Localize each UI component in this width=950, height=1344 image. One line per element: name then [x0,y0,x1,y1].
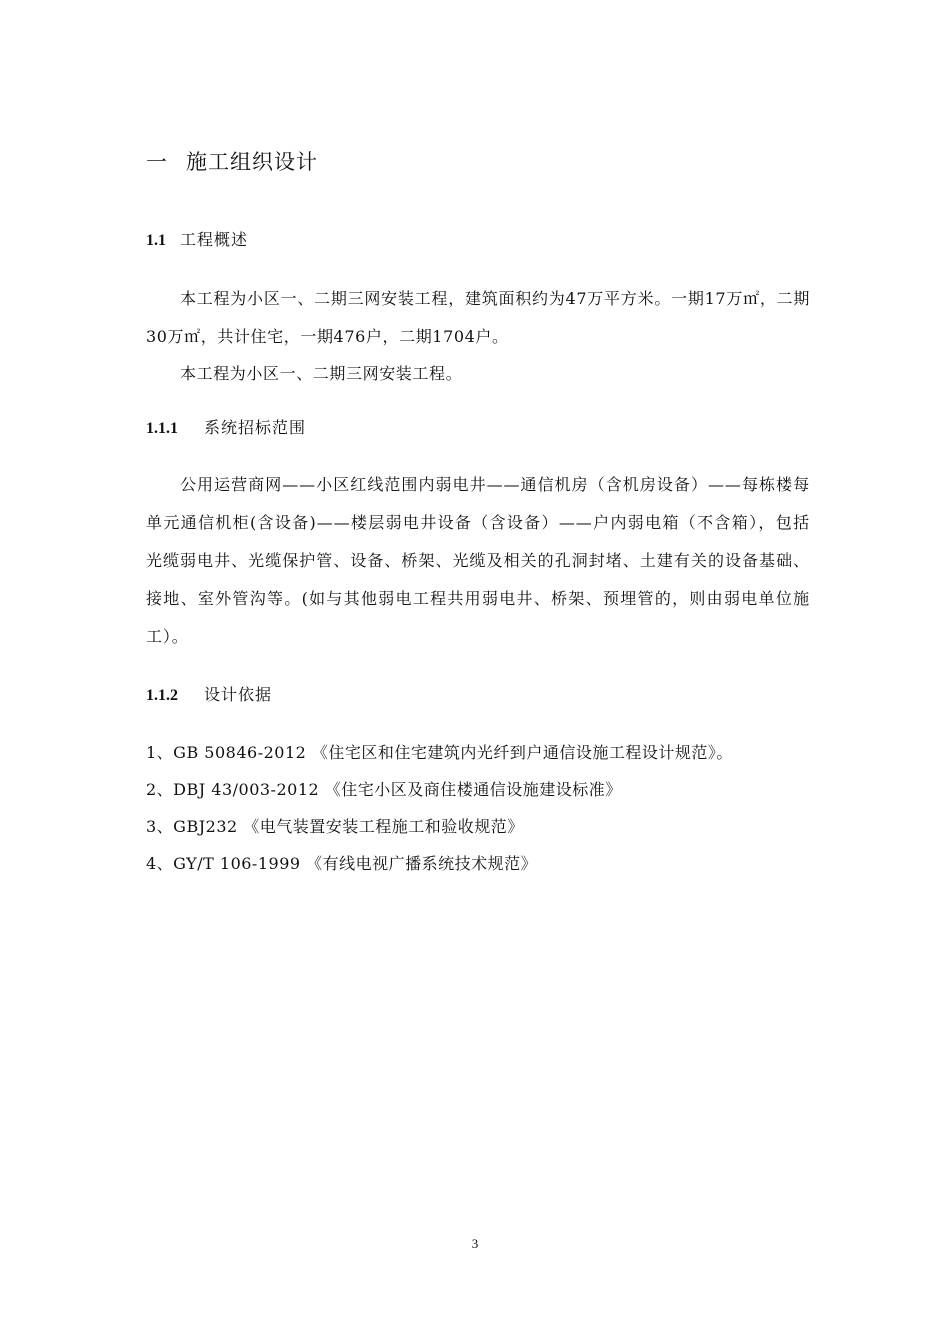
scope-number: 1.1.1 [146,420,178,437]
overview-paragraph-1: 本工程为小区一、二期三网安装工程，建筑面积约为47万平方米。一期17万㎡，二期30万㎡，共计住宅，一期476户，二期1704户。 [146,289,810,346]
overview-number: 1.1 [146,232,166,249]
overview-title: 工程概述 [180,230,249,249]
section-heading [146,146,318,176]
section-number: 一 [146,150,168,174]
reference-item: 1、GB 50846-2012 《住宅区和住宅建筑内光纤到户通信设施工程设计规范》。 [146,743,733,762]
reference-list [146,734,733,882]
page-number: 3 [471,1236,479,1251]
basis-title: 设计依据 [204,685,273,704]
reference-item: 2、DBJ 43/003-2012 《住宅小区及商住楼通信设施建设标准》 [146,780,622,799]
reference-item: 4、GY/T 106-1999 《有线电视广播系统技术规范》 [146,854,538,873]
basis-heading [146,682,272,705]
scope-paragraph: 公用运营商网——小区红线范围内弱电井——通信机房（含机房设备）——每栋楼每单元通信机柜(含设备)——楼层弱电井设备（含设备）——户内弱电箱（不含箱），包括光缆弱电井、光缆保护管、设备、桥架、光缆及相关的孔洞封堵、土建有关的设备基础、接地、室外管沟等。(如与其他弱电工程共用弱电井、桥架、预埋管的，则由弱电单位施工）。 [146,475,810,646]
scope-title: 系统招标范围 [204,418,307,437]
reference-item: 3、GBJ232 《电气装置安装工程施工和验收规范》 [146,817,524,836]
section-title: 施工组织设计 [186,150,318,174]
scope-heading [146,415,306,438]
overview-heading [146,227,248,250]
overview-paragraph-2: 本工程为小区一、二期三网安装工程。 [180,364,463,383]
basis-number: 1.1.2 [146,687,178,704]
